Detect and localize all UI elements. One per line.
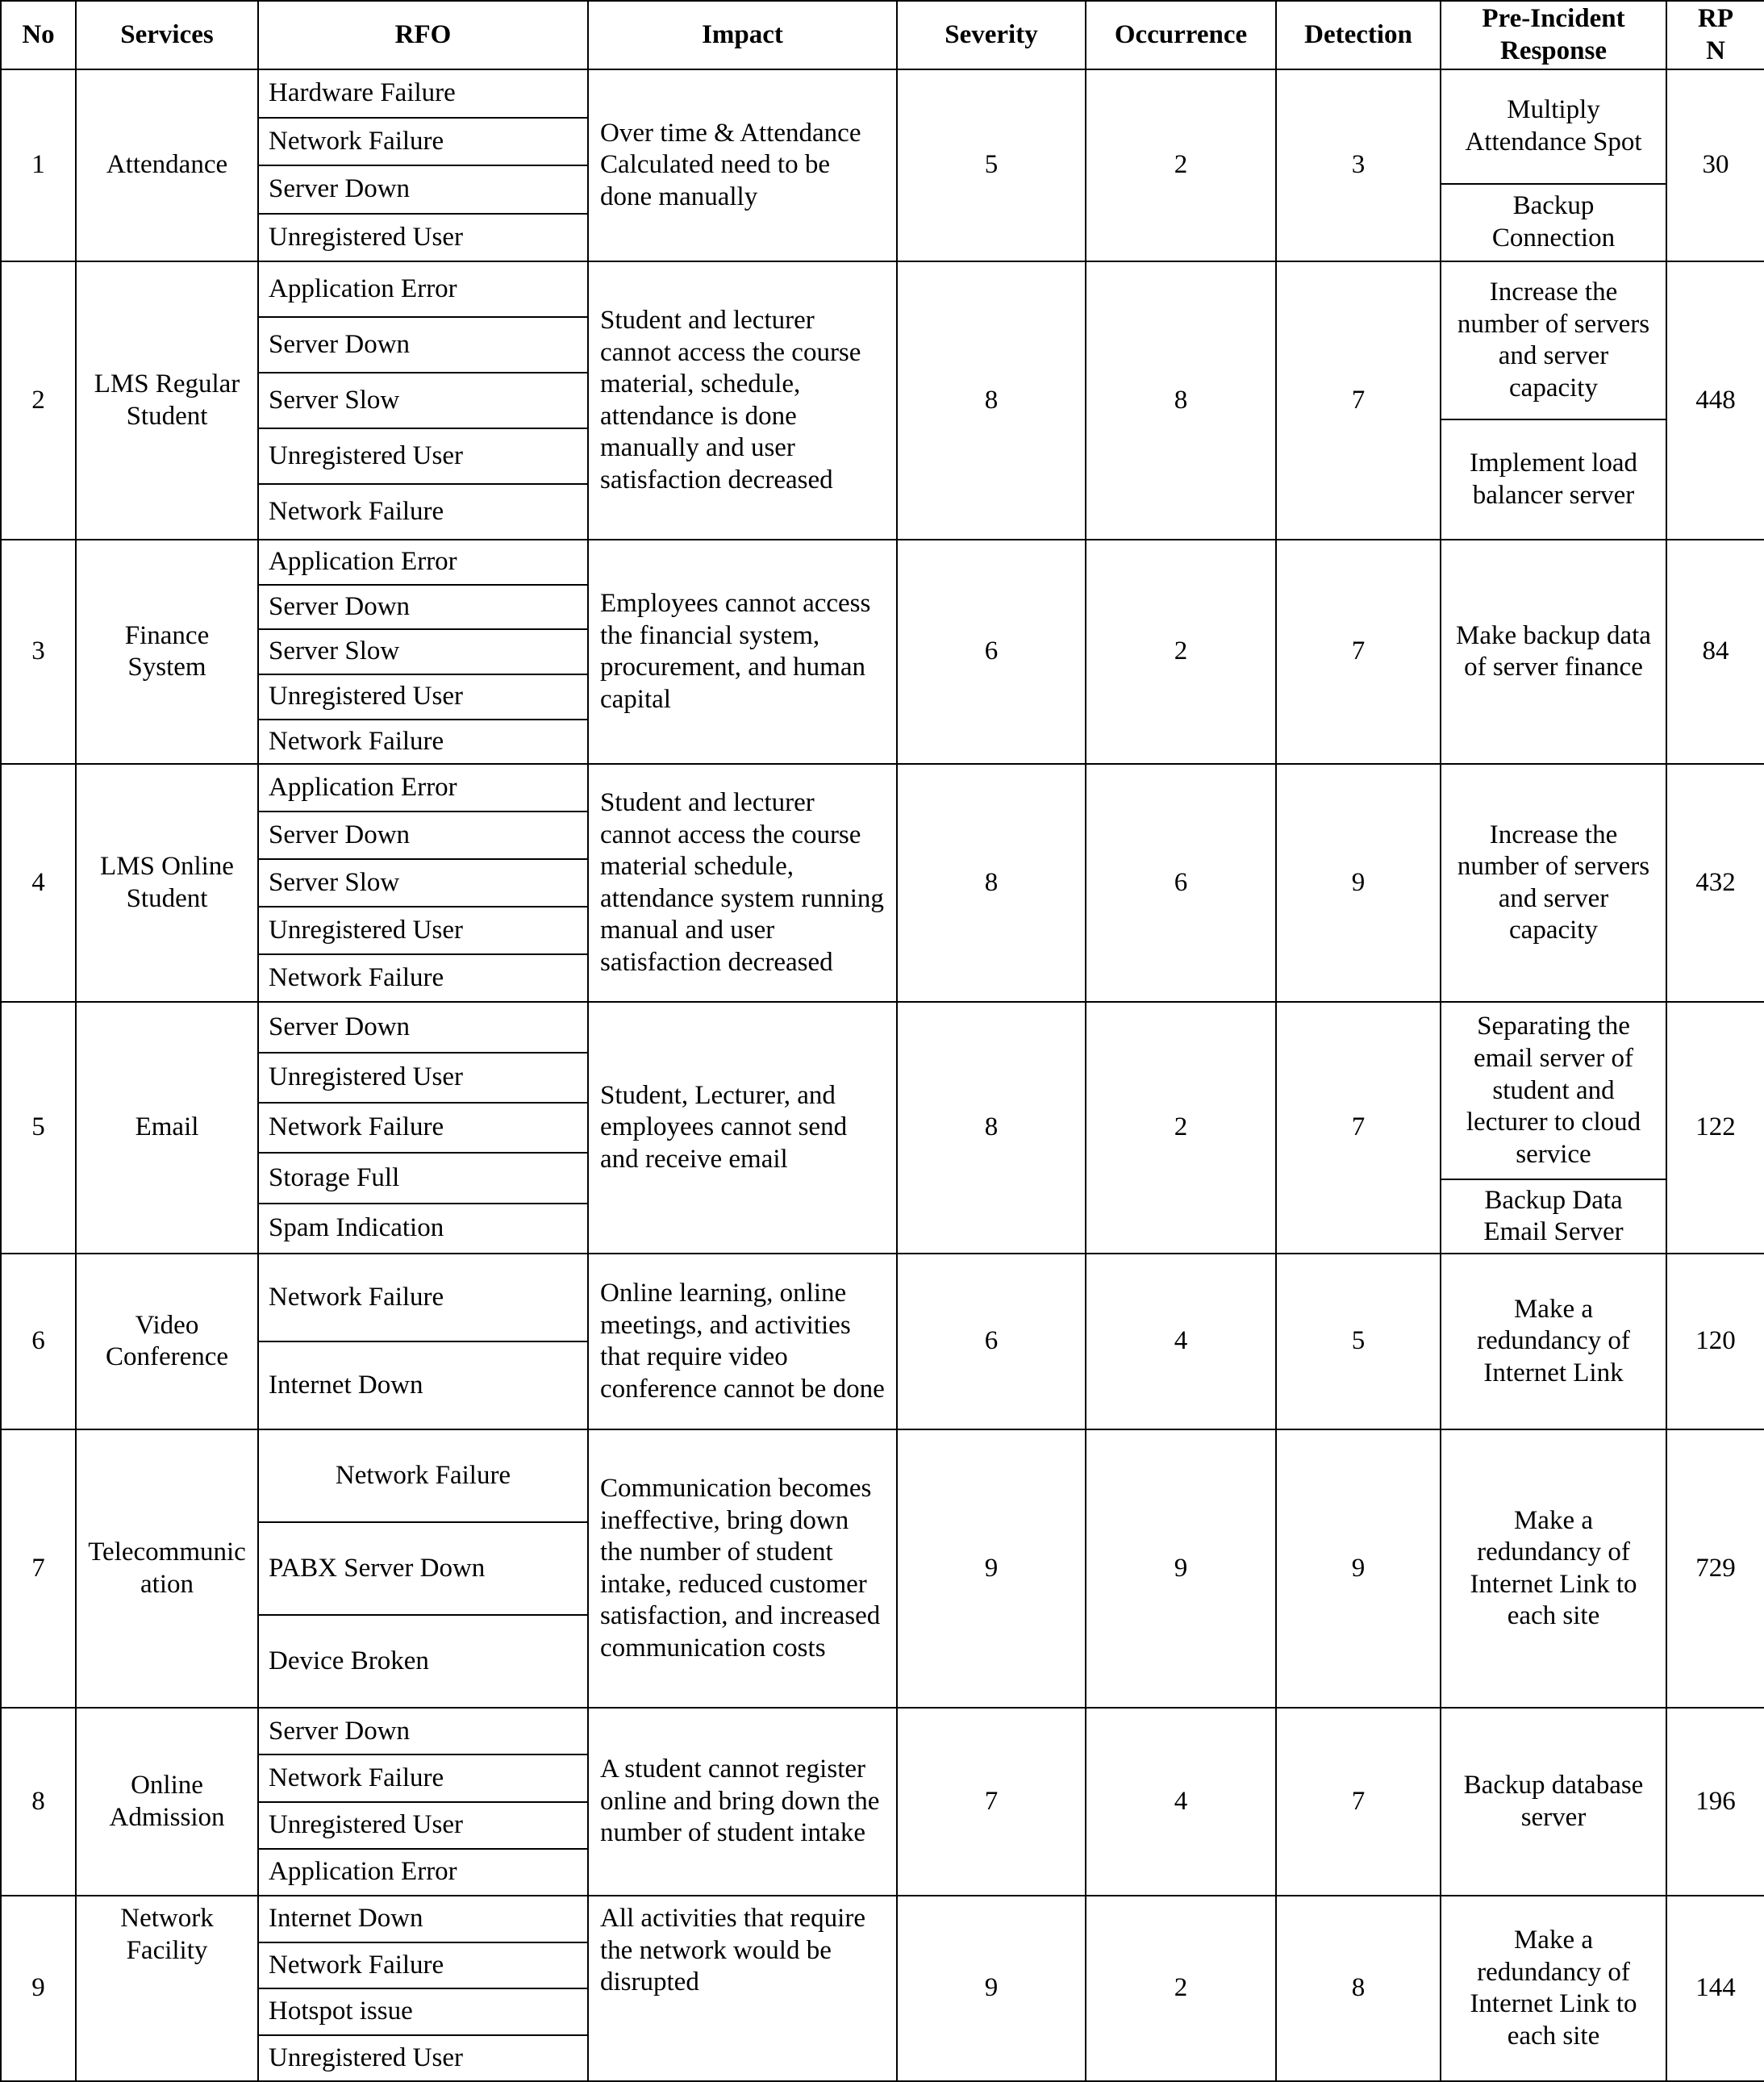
- column-header-pre-incident-response: Pre-Incident Response: [1441, 1, 1666, 69]
- pre-incident-stack: [1441, 262, 1666, 539]
- rfo-cell: [258, 1002, 588, 1254]
- rfo-item: Server Slow: [259, 372, 587, 428]
- rfo-item: Server Slow: [259, 628, 587, 674]
- impact-cell: A student cannot register online and bring down the number of student intake: [588, 1708, 897, 1896]
- rfo-stack: [259, 70, 587, 261]
- pre-incident-stack: [1441, 540, 1666, 763]
- table-row: [1, 1429, 1764, 1708]
- rfo-item: Application Error: [259, 1848, 587, 1895]
- rfo-item: Unregistered User: [259, 213, 587, 261]
- rfo-item: Network Failure: [259, 117, 587, 165]
- rfo-item: Storage Full: [259, 1152, 587, 1202]
- rfo-item: Application Error: [269, 273, 457, 303]
- rfo-item: Hardware Failure: [269, 78, 456, 108]
- table-body: [1, 69, 1764, 2081]
- rfo-item: Spam Indication: [259, 1203, 587, 1253]
- rfo-cell: [258, 1254, 588, 1429]
- rfo-cell: [258, 1896, 588, 2081]
- rfo-item: Internet Down: [269, 1904, 423, 1934]
- occurrence-cell: 4: [1086, 1254, 1276, 1429]
- table-row: [1, 69, 1764, 261]
- column-header-occurrence: Occurrence: [1086, 1, 1276, 69]
- pre-incident-item: Implement load balancer server: [1441, 419, 1666, 539]
- pre-incident-item: Make a redundancy of Internet Link: [1477, 1294, 1630, 1387]
- no-cell: 7: [1, 1429, 76, 1708]
- severity-cell: 7: [897, 1708, 1086, 1896]
- pre-incident-stack: [1441, 1430, 1666, 1707]
- pre-incident-cell: [1441, 1429, 1666, 1708]
- no-cell: 9: [1, 1896, 76, 2081]
- no-cell: 6: [1, 1254, 76, 1429]
- rfo-item: Network Failure: [259, 719, 587, 764]
- table-row: [1, 1896, 1764, 2081]
- occurrence-cell: 6: [1086, 764, 1276, 1002]
- rfo-item: Server Down: [259, 316, 587, 372]
- rfo-item: Unregistered User: [259, 1052, 587, 1102]
- header-row: [1, 1, 1764, 69]
- pre-incident-item: Increase the number of servers and server capacity: [1457, 820, 1650, 945]
- rfo-item: Network Failure: [259, 483, 587, 539]
- rfo-item: Application Error: [269, 772, 457, 802]
- column-header-no: No: [1, 1, 76, 69]
- rpn-cell: 30: [1666, 69, 1764, 261]
- service-cell: Attendance: [76, 69, 258, 261]
- pre-incident-cell: [1441, 1002, 1666, 1254]
- pre-incident-item: Backup Connection: [1441, 183, 1666, 261]
- rfo-item: Server Down: [259, 584, 587, 629]
- table-row: [1, 540, 1764, 764]
- impact-cell: All activities that require the network would be disrupted: [588, 1896, 897, 2081]
- rfo-stack: [259, 262, 587, 539]
- impact-cell: Employees cannot access the financial system, procurement, and human capital: [588, 540, 897, 764]
- pre-incident-item: Make backup data of server finance: [1456, 620, 1651, 682]
- rfo-stack: [259, 1003, 587, 1253]
- rfo-item: Server Down: [269, 1716, 411, 1746]
- service-cell: Video Conference: [76, 1254, 258, 1429]
- impact-cell: Student and lecturer cannot access the course material, schedule, attendance is done manually and user satisfaction decreased: [588, 261, 897, 540]
- severity-cell: 5: [897, 69, 1086, 261]
- column-header-detection: Detection: [1276, 1, 1441, 69]
- detection-cell: 3: [1276, 69, 1441, 261]
- occurrence-cell: 2: [1086, 1896, 1276, 2081]
- no-cell: 1: [1, 69, 76, 261]
- detection-cell: 5: [1276, 1254, 1441, 1429]
- rpn-cell: 120: [1666, 1254, 1764, 1429]
- impact-cell: Student, Lecturer, and employees cannot send and receive email: [588, 1002, 897, 1254]
- pre-incident-cell: [1441, 764, 1666, 1002]
- impact-cell: Communication becomes ineffective, bring down the number of student intake, reduced customer satisfaction, and increased communication costs: [588, 1429, 897, 1708]
- rfo-stack: [259, 765, 587, 1001]
- rfo-item: Hotspot issue: [259, 1988, 587, 2034]
- no-cell: 5: [1, 1002, 76, 1254]
- detection-cell: 7: [1276, 1002, 1441, 1254]
- pre-incident-item: Make a redundancy of Internet Link to each site: [1470, 1505, 1637, 1631]
- pre-incident-stack: [1441, 1896, 1666, 2080]
- detection-cell: 9: [1276, 1429, 1441, 1708]
- rfo-item: Unregistered User: [259, 674, 587, 719]
- rfo-stack: [259, 540, 587, 763]
- rpn-cell: 84: [1666, 540, 1764, 764]
- rfo-cell: [258, 1708, 588, 1896]
- impact-cell: Over time & Attendance Calculated need to be done manually: [588, 69, 897, 261]
- rfo-item: PABX Server Down: [259, 1521, 587, 1614]
- service-cell: LMS Online Student: [76, 764, 258, 1002]
- table-header: [1, 1, 1764, 69]
- no-cell: 3: [1, 540, 76, 764]
- pre-incident-cell: [1441, 1708, 1666, 1896]
- table-row: [1, 1002, 1764, 1254]
- rpn-cell: 729: [1666, 1429, 1764, 1708]
- table-row: [1, 1254, 1764, 1429]
- rfo-cell: [258, 69, 588, 261]
- pre-incident-stack: [1441, 1254, 1666, 1429]
- pre-incident-cell: [1441, 540, 1666, 764]
- severity-cell: 6: [897, 540, 1086, 764]
- occurrence-cell: 8: [1086, 261, 1276, 540]
- pre-incident-stack: [1441, 1709, 1666, 1895]
- severity-cell: 8: [897, 261, 1086, 540]
- occurrence-cell: 2: [1086, 69, 1276, 261]
- no-cell: 4: [1, 764, 76, 1002]
- severity-cell: 6: [897, 1254, 1086, 1429]
- table-row: [1, 764, 1764, 1002]
- detection-cell: 9: [1276, 764, 1441, 1002]
- severity-cell: 9: [897, 1429, 1086, 1708]
- pre-incident-stack: [1441, 1003, 1666, 1253]
- service-cell: LMS Regular Student: [76, 261, 258, 540]
- rfo-item: Network Failure: [259, 953, 587, 1001]
- rfo-item: Device Broken: [259, 1614, 587, 1707]
- pre-incident-cell: [1441, 69, 1666, 261]
- detection-cell: 7: [1276, 1708, 1441, 1896]
- pre-incident-stack: [1441, 70, 1666, 261]
- rfo-cell: [258, 764, 588, 1002]
- rfo-item: Server Down: [259, 165, 587, 213]
- rfo-item: Network Failure: [259, 1102, 587, 1152]
- impact-cell: Student and lecturer cannot access the course material schedule, attendance system running manual and user satisfaction decreased: [588, 764, 897, 1002]
- rfo-item: Network Failure: [259, 1942, 587, 1988]
- pre-incident-cell: [1441, 1896, 1666, 2081]
- rfo-stack: [259, 1430, 587, 1707]
- rfo-item: Unregistered User: [259, 2034, 587, 2081]
- column-header-rpn: RPN: [1666, 1, 1764, 69]
- occurrence-cell: 4: [1086, 1708, 1276, 1896]
- service-cell: Finance System: [76, 540, 258, 764]
- column-header-impact: Impact: [588, 1, 897, 69]
- pre-incident-stack: [1441, 765, 1666, 1001]
- pre-incident-item: Backup database server: [1463, 1771, 1644, 1832]
- rfo-cell: [258, 1429, 588, 1708]
- pre-incident-cell: [1441, 1254, 1666, 1429]
- rfo-item: Server Down: [269, 1012, 411, 1041]
- occurrence-cell: 2: [1086, 540, 1276, 764]
- service-cell: Telecommunication: [76, 1429, 258, 1708]
- rfo-item: Server Down: [259, 811, 587, 858]
- impact-cell: Online learning, online meetings, and activities that require video conference cannot be done: [588, 1254, 897, 1429]
- pre-incident-item: Make a redundancy of Internet Link to each site: [1470, 1926, 1637, 2051]
- service-cell: Email: [76, 1002, 258, 1254]
- pre-incident-cell: [1441, 261, 1666, 540]
- occurrence-cell: 9: [1086, 1429, 1276, 1708]
- severity-cell: 8: [897, 764, 1086, 1002]
- pre-incident-item: Backup Data Email Server: [1441, 1179, 1666, 1253]
- rfo-item: Unregistered User: [259, 1801, 587, 1848]
- rfo-item: Network Failure: [259, 1754, 587, 1800]
- pre-incident-item: Increase the number of servers and server capacity: [1457, 277, 1650, 403]
- rfo-item: Internet Down: [259, 1341, 587, 1429]
- rpn-cell: 448: [1666, 261, 1764, 540]
- detection-cell: 7: [1276, 261, 1441, 540]
- rfo-item: Unregistered User: [259, 428, 587, 483]
- table-row: [1, 1708, 1764, 1896]
- rpn-cell: 196: [1666, 1708, 1764, 1896]
- rfo-stack: [259, 1254, 587, 1429]
- pre-incident-item: Separating the email server of student and lecturer to cloud service: [1466, 1012, 1641, 1169]
- rpn-cell: 432: [1666, 764, 1764, 1002]
- rfo-item: Network Failure: [269, 1282, 444, 1312]
- rpn-cell: 144: [1666, 1896, 1764, 2081]
- no-cell: 2: [1, 261, 76, 540]
- rfo-stack: [259, 1896, 587, 2080]
- column-header-rfo: RFO: [258, 1, 588, 69]
- rfo-item: Application Error: [269, 547, 457, 577]
- rfo-item: Server Slow: [259, 858, 587, 906]
- rfo-item: Unregistered User: [259, 906, 587, 953]
- occurrence-cell: 2: [1086, 1002, 1276, 1254]
- column-header-severity: Severity: [897, 1, 1086, 69]
- rfo-stack: [259, 1709, 587, 1895]
- service-cell: Online Admission: [76, 1708, 258, 1896]
- column-header-services: Services: [76, 1, 258, 69]
- service-cell: Network Facility: [76, 1896, 258, 2081]
- table-row: [1, 261, 1764, 540]
- rpn-cell: 122: [1666, 1002, 1764, 1254]
- rfo-cell: [258, 540, 588, 764]
- no-cell: 8: [1, 1708, 76, 1896]
- detection-cell: 8: [1276, 1896, 1441, 2081]
- severity-cell: 9: [897, 1896, 1086, 2081]
- pre-incident-item: Multiply Attendance Spot: [1465, 95, 1642, 156]
- rfo-cell: [258, 261, 588, 540]
- detection-cell: 7: [1276, 540, 1441, 764]
- rfo-item: Network Failure: [335, 1460, 511, 1490]
- severity-cell: 8: [897, 1002, 1086, 1254]
